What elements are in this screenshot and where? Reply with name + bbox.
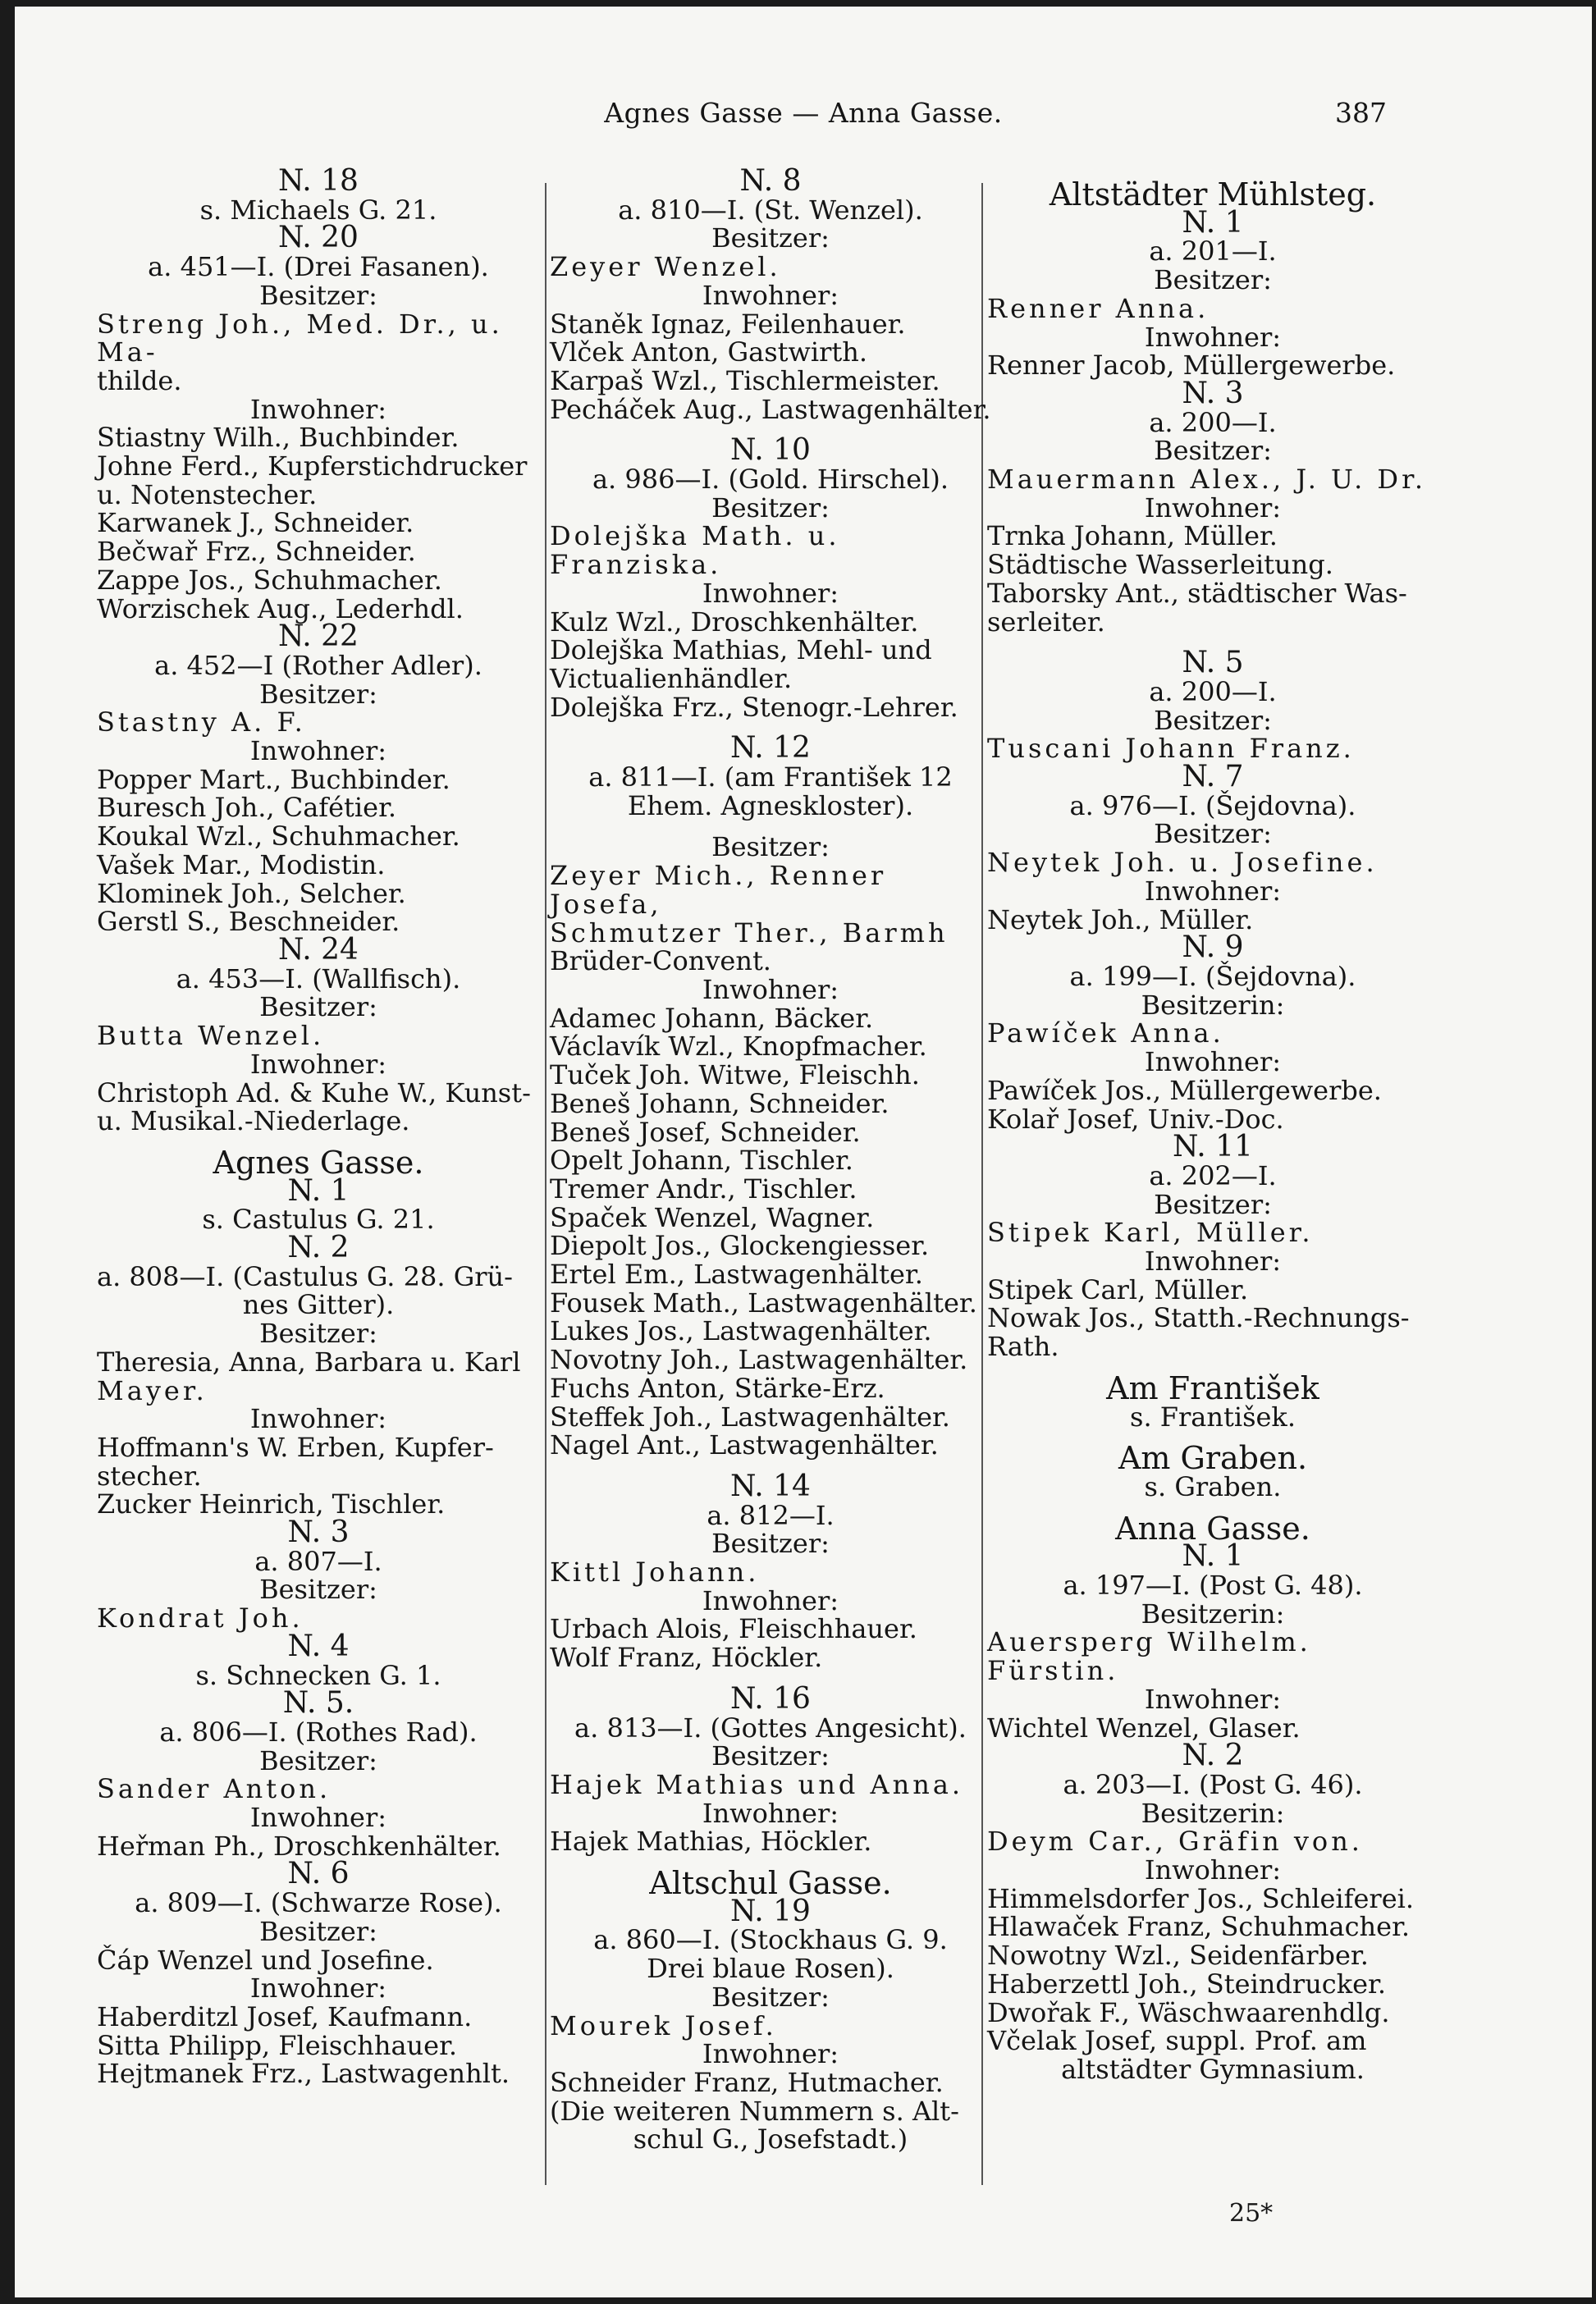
entry-line: a. 986—I. (Gold. Hirschel). [592, 464, 949, 496]
entry-line: a. 813—I. (Gottes Angesicht). [574, 1712, 967, 1744]
entry-line: Inwohner: [1144, 1854, 1282, 1886]
street-heading: Am Graben. [1118, 1440, 1308, 1477]
street-heading: Altstädter Mühlsteg. [1049, 176, 1377, 213]
house-number: N. 1 [1182, 1539, 1244, 1574]
owner-name: Sander Anton. [97, 1773, 332, 1805]
entry-line: Fuchs Anton, Stärke-Erz. [550, 1372, 885, 1404]
house-number: N. 10 [730, 433, 811, 468]
entry-line: Besitzer: [711, 1740, 830, 1772]
owner-name: Neytek Joh. u. Josefine. [987, 847, 1378, 879]
owner-name: Mayer. [97, 1374, 208, 1406]
house-number: N. 18 [278, 164, 359, 198]
entry-line: Klominek Joh., Selcher. [97, 877, 406, 909]
house-number: N. 22 [278, 619, 359, 654]
house-number: N. 2 [1182, 1739, 1244, 1773]
entry-line: Hejtmanek Frz., Lastwagenhlt. [97, 2058, 510, 2090]
entry-line: Tremer Andr., Tischler. [550, 1173, 857, 1205]
column-right [987, 167, 1438, 2084]
house-number: N. 1 [287, 1173, 350, 1208]
entry-line: Inwohner: [249, 1973, 387, 2005]
entry-line: Haberditzl Josef, Kaufmann. [97, 2001, 473, 2032]
house-number: N. 24 [278, 932, 359, 967]
entry-line: Zappe Jos., Schuhmacher. [97, 564, 442, 596]
owner-name: Kondrat Joh. [97, 1602, 304, 1634]
entry-line: Inwohner: [1144, 491, 1282, 523]
entry-line: Städtische Wasserleitung. [987, 549, 1333, 581]
entry-line: Nagel Ant., Lastwagenhälter. [550, 1429, 939, 1461]
entry-line: Dolejška Mathias, Mehl- und [550, 634, 932, 666]
entry-line: Zucker Heinrich, Tischler. [97, 1488, 446, 1520]
entry-line: a. 976—I. (Šejdovna). [1069, 789, 1356, 821]
entry-line: Sitta Philipp, Fleischhauer. [97, 2029, 458, 2061]
house-number: N. 4 [287, 1629, 350, 1663]
street-heading: Anna Gasse. [1115, 1510, 1310, 1547]
page-number: 387 [1335, 97, 1387, 129]
entry-line: Renner Jacob, Müllergewerbe. [987, 350, 1396, 382]
entry-line: Himmelsdorfer Jos., Schleiferei. [987, 1882, 1415, 1914]
entry-line: Nowak Jos., Statth.-Rechnungs- [987, 1302, 1410, 1334]
entry-line: Tuček Joh. Witwe, Fleischh. [550, 1059, 920, 1091]
entry-line: stecher. [97, 1460, 202, 1492]
house-number: N. 16 [730, 1681, 811, 1716]
entry-line: a. 452—I (Rother Adler). [154, 649, 482, 681]
house-number: N. 11 [1173, 1130, 1253, 1164]
entry-line: a. 199—I. (Šejdovna). [1069, 960, 1356, 992]
entry-line: Inwohner: [249, 393, 387, 425]
entry-line: Vlček Anton, Gastwirth. [550, 336, 868, 368]
entry-line: Besitzer: [259, 1574, 377, 1606]
entry-line: Gerstl S., Beschneider. [97, 906, 400, 938]
entry-line: Besitzer: [259, 1744, 377, 1776]
entry-line: Bečwař Frz., Schneider. [97, 536, 416, 568]
entry-line: a. 810—I. (St. Wenzel). [618, 194, 923, 226]
entry-line: Besitzer: [711, 831, 830, 863]
street-heading: Altschul Gasse. [649, 1865, 892, 1902]
owner-name: Zeyer Mich., Renner Josefa, [550, 860, 887, 920]
entry-line: Dolejška Frz., Stenogr.-Lehrer. [550, 691, 958, 723]
entry-line: Inwohner: [249, 1802, 387, 1834]
entry-line: Inwohner: [249, 1048, 387, 1080]
owner-name: Auersperg Wilhelm. Fürstin. [987, 1626, 1311, 1687]
entry-line: altstädter Gymnasium. [1061, 2054, 1365, 2085]
house-number: N. 5. [282, 1686, 354, 1721]
owner-name: Stipek Karl, Müller. [987, 1217, 1314, 1249]
entry-line: a. 811—I. (am František 12 [588, 761, 953, 793]
entry-line: Besitzer: [259, 991, 377, 1023]
house-number: N. 8 [739, 164, 802, 198]
entry-line: Heřman Ph., Droschkenhälter. [97, 1830, 501, 1862]
entry-line: Kolař Josef, Univ.-Doc. [987, 1103, 1284, 1135]
entry-line: a. 197—I. (Post G. 48). [1063, 1570, 1363, 1602]
entry-line: Inwohner: [1144, 1246, 1282, 1278]
entry-line: Wichtel Wenzel, Glaser. [987, 1712, 1301, 1744]
entry-line: Besitzer: [711, 491, 830, 523]
entry-line: Schneider Franz, Hutmacher. [550, 2067, 944, 2098]
entry-line: a. 860—I. (Stockhaus G. 9. [593, 1924, 948, 1956]
entry-line: Urbach Alois, Fleischhauer. [550, 1613, 917, 1645]
entry-line: Besitzer: [1154, 818, 1272, 850]
entry-line: Buresch Joh., Cafétier. [97, 792, 397, 824]
entry-line: Steffek Joh., Lastwagenhälter. [550, 1401, 950, 1433]
entry-line: Novotny Joh., Lastwagenhälter. [550, 1344, 968, 1376]
entry-line: Inwohner: [702, 2038, 839, 2070]
entry-line: Worzischek Aug., Lederhdl. [97, 592, 464, 624]
column-left [97, 164, 540, 2090]
entry-line: Ertel Em., Lastwagenhälter. [550, 1259, 923, 1291]
entry-line: Besitzerin: [1141, 989, 1285, 1021]
entry-line: Koukal Wzl., Schuhmacher. [97, 821, 460, 853]
owner-name: Kittl Johann. [550, 1557, 760, 1589]
owner-name: Renner Anna. [987, 292, 1210, 324]
entry-line: a. 202—I. [1149, 1159, 1277, 1191]
entry-line: Besitzer: [259, 279, 377, 311]
entry-line: s. Schnecken G. 1. [195, 1659, 441, 1691]
entry-line: Besitzer: [259, 1915, 377, 1947]
entry-line: Beneš Josef, Schneider. [550, 1116, 861, 1148]
entry-line: Besitzer: [711, 222, 830, 254]
entry-line: Drei blaue Rosen). [647, 1953, 894, 1985]
entry-line: a. 808—I. (Castulus G. 28. Grü- [97, 1260, 513, 1292]
street-heading: Agnes Gasse. [213, 1144, 424, 1181]
entry-line: Besitzer: [711, 1528, 830, 1560]
printer-signature: 25* [1229, 2199, 1274, 2228]
entry-line: Taborsky Ant., städtischer Was- [987, 577, 1407, 609]
entry-line: Stiastny Wilh., Buchbinder. [97, 422, 460, 454]
house-number: N. 3 [1182, 376, 1244, 410]
house-number: N. 9 [1182, 930, 1244, 965]
owner-name: Hajek Mathias und Anna. [550, 1768, 964, 1800]
house-number: N. 3 [287, 1515, 350, 1550]
entry-line: a. 451—I. (Drei Fasanen). [148, 251, 489, 283]
entry-line: Pecháček Aug., Lastwagenhälter. [550, 393, 991, 425]
entry-line: Dwořak F., Wäschwaarenhdlg. [987, 1996, 1390, 2028]
entry-line: nes Gitter). [242, 1289, 395, 1321]
owner-name: Butta Wenzel. [97, 1020, 325, 1052]
entry-line: Inwohner: [249, 735, 387, 767]
entry-line: Staněk Ignaz, Feilenhauer. [550, 308, 906, 340]
owner-name: Mauermann Alex., J. U. Dr. [987, 464, 1427, 496]
running-head: Agnes Gasse — Anna Gasse. [604, 97, 1003, 129]
entry-line: Besitzer: [1154, 704, 1272, 736]
entry-line: a. 453—I. (Wallfisch). [176, 962, 461, 994]
entry-line: Rath. [987, 1331, 1059, 1363]
entry-line: Besitzerin: [1141, 1797, 1285, 1829]
owner-name: Mourek Josef. [550, 2009, 777, 2041]
entry-line: Inwohner: [702, 1584, 839, 1616]
entry-line: Theresia, Anna, Barbara u. Karl [97, 1346, 521, 1378]
entry-line: Besitzer: [1154, 1188, 1272, 1220]
owner-name: Zeyer Wenzel. [550, 251, 781, 283]
entry-line: a. 807—I. [254, 1545, 382, 1577]
entry-line: Hajek Mathias, Höckler. [550, 1826, 872, 1858]
owner-name: Tuscani Johann Franz. [987, 733, 1355, 765]
entry-line: Stipek Carl, Müller. [987, 1273, 1249, 1305]
column-rule [545, 183, 546, 2185]
owner-name: Stastny A. F. [97, 706, 306, 738]
entry-line: Trnka Johann, Müller. [987, 520, 1278, 552]
entry-line: a. 200—I. [1149, 406, 1277, 438]
entry-line: s. František. [1130, 1401, 1296, 1433]
entry-line: Nowotny Wzl., Seidenfärber. [987, 1940, 1369, 1972]
entry-line: Inwohner: [249, 1403, 387, 1435]
entry-line: Popper Mart., Buchbinder. [97, 763, 450, 795]
owner-name: Streng Joh., Med. Dr., u. Ma- [97, 308, 503, 368]
entry-line: Beneš Johann, Schneider. [550, 1087, 889, 1119]
entry-line: Diepolt Jos., Glockengiesser. [550, 1230, 930, 1262]
entry-line: Neytek Joh., Müller. [987, 903, 1254, 935]
entry-line: Besitzer: [259, 1318, 377, 1350]
house-number: N. 12 [730, 731, 811, 766]
entry-line: Inwohner: [1144, 1046, 1282, 1078]
owner-name: Pawíček Anna. [987, 1017, 1224, 1049]
entry-line: Inwohner: [702, 973, 839, 1005]
owner-name: Deym Car., Gräfin von. [987, 1826, 1363, 1858]
entry-line: Inwohner: [702, 279, 839, 311]
entry-line: Brüder-Convent. [550, 945, 771, 977]
entry-line: Johne Ferd., Kupferstichdrucker [97, 450, 528, 482]
entry-line: Christoph Ad. & Kuhe W., Kunst- [97, 1077, 531, 1109]
entry-line: a. 201—I. [1149, 235, 1277, 267]
entry-line: Inwohner: [702, 1797, 839, 1829]
entry-line: Inwohner: [1144, 1683, 1282, 1715]
entry-line: Besitzer: [1154, 435, 1272, 467]
entry-line: Wolf Franz, Höckler. [550, 1642, 823, 1674]
street-heading: Am František [1106, 1369, 1319, 1406]
entry-line: Besitzer: [711, 1981, 830, 2013]
entry-line: schul G., Josefstadt.) [633, 2123, 908, 2155]
entry-line: (Die weiteren Nummern s. Alt- [550, 2095, 959, 2127]
entry-line: Victualienhändler. [550, 662, 793, 694]
entry-line: Hlawaček Franz, Schuhmacher. [987, 1911, 1411, 1943]
entry-line: thilde. [97, 364, 182, 396]
entry-line: Besitzer: [259, 678, 377, 710]
entry-line: s. Michaels G. 21. [199, 194, 437, 226]
house-number: N. 19 [730, 1894, 811, 1928]
entry-line: Besitzerin: [1141, 1598, 1285, 1630]
entry-line: Včelak Josef, suppl. Prof. am [987, 2025, 1367, 2057]
entry-line: Inwohner: [1144, 321, 1282, 353]
house-number: N. 1 [1182, 205, 1244, 240]
entry-line: Čáp Wenzel und Josefine. [97, 1944, 434, 1976]
entry-line: u. Notenstecher. [97, 478, 318, 510]
entry-line: Fousek Math., Lastwagenhälter. [550, 1287, 977, 1319]
house-number: N. 14 [730, 1469, 811, 1503]
house-number: N. 20 [278, 221, 359, 255]
entry-line: Pawíček Jos., Müllergewerbe. [987, 1074, 1382, 1106]
house-number: N. 2 [287, 1231, 350, 1265]
entry-line: a. 812—I. [707, 1499, 835, 1531]
entry-line: Karwanek J., Schneider. [97, 507, 414, 539]
entry-line: Besitzer: [1154, 264, 1272, 296]
entry-line: a. 200—I. [1149, 675, 1277, 707]
entry-line: Adamec Johann, Bäcker. [550, 1002, 874, 1034]
entry-line: Haberzettl Joh., Steindrucker. [987, 1968, 1386, 2000]
entry-line: serleiter. [987, 606, 1105, 638]
entry-line: Inwohner: [702, 577, 839, 609]
entry-line: Václavík Wzl., Knopfmacher. [550, 1031, 927, 1063]
entry-line: Ehem. Agneskloster). [627, 789, 914, 821]
owner-name: Schmutzer Ther., Barmh [550, 917, 949, 949]
entry-line: Vašek Mar., Modistin. [97, 848, 386, 880]
house-number: N. 5 [1182, 646, 1244, 680]
house-number: N. 6 [287, 1857, 350, 1891]
entry-line: a. 203—I. (Post G. 46). [1063, 1768, 1363, 1800]
entry-line: u. Musikal.-Niederlage. [97, 1105, 410, 1137]
entry-line: Hoffmann's W. Erben, Kupfer- [97, 1431, 494, 1463]
column-middle [550, 164, 991, 2155]
entry-line: Kulz Wzl., Droschkenhälter. [550, 606, 919, 638]
entry-line: a. 809—I. (Schwarze Rose). [135, 1887, 502, 1919]
owner-name: Dolejška Math. u. Franziska. [550, 520, 840, 581]
entry-line: s. Castulus G. 21. [202, 1204, 435, 1236]
entry-line: Spaček Wenzel, Wagner. [550, 1201, 875, 1233]
entry-line: s. Graben. [1144, 1470, 1282, 1502]
entry-line: Inwohner: [1144, 875, 1282, 907]
entry-line: a. 806—I. (Rothes Rad). [159, 1716, 478, 1748]
house-number: N. 7 [1182, 760, 1244, 794]
entry-line: Karpaš Wzl., Tischlermeister. [550, 364, 940, 396]
directory-page [15, 7, 1592, 2297]
entry-line: Lukes Jos., Lastwagenhälter. [550, 1315, 932, 1347]
entry-line: Opelt Johann, Tischler. [550, 1145, 853, 1177]
